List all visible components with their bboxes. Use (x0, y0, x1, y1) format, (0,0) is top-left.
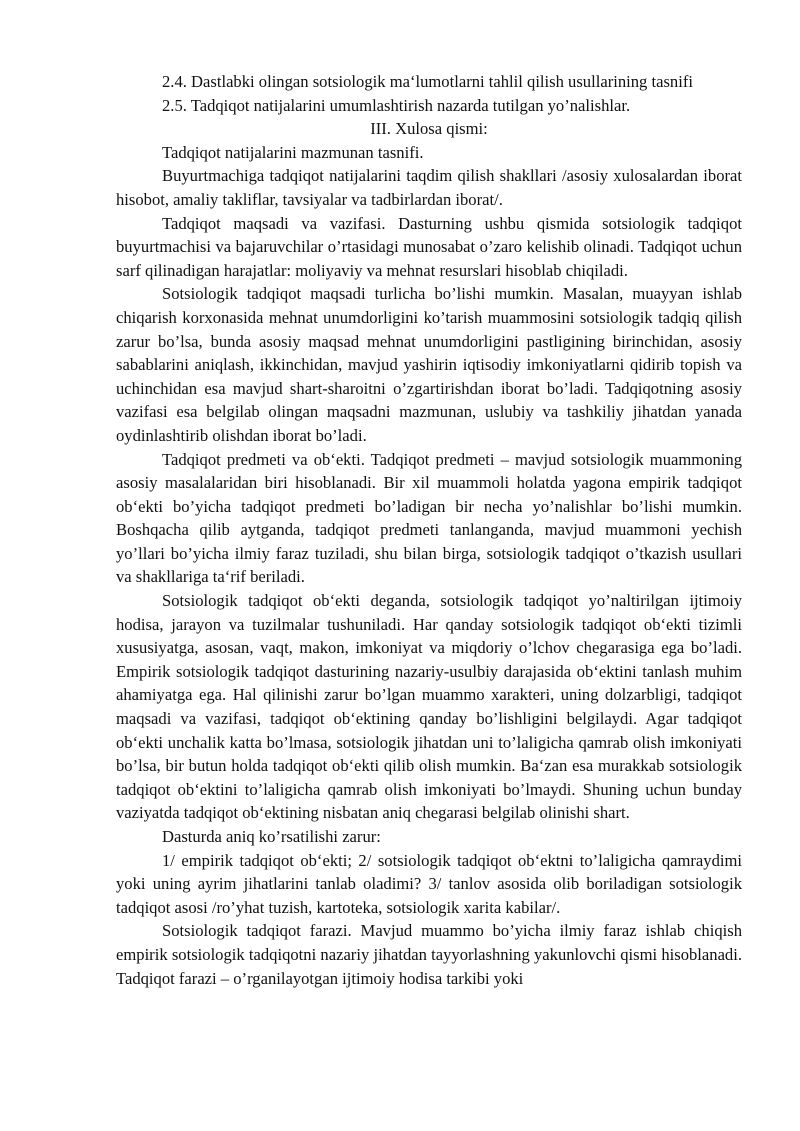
section-heading: III. Xulosa qismi: (370, 119, 488, 139)
paragraph: Sotsiologik tadqiqot ob‘ekti deganda, sotsiologik tadqiqot yo’naltirilgan ijtimoiy hodisa, jarayon va tuzilmalar tushuniladi. Har qanday sotsiologik tadqiqot ob‘ekti tizimli xususiyatga, asosan, vaqt, makon, imkoniyat va miqdoriy o’lchov chegarasiga ega bo’ladi. Empirik sotsiologik tadqiqot dasturining nazariy-usulbiy darajasida ob‘ektini tanlash muhim ahamiyatga ega. Hal qilinishi zarur bo’lgan muammo xarakteri, uning dolzarbligi, tadqiqot maqsadi va vazifasi, tadqiqot ob‘ektining qanday bo’lishligini belgilaydi. Agar tadqiqot ob‘ekti unchalik katta bo’lmasa, sotsiologik jihatdan uni to’laligicha qamrab olish imkoniyati bo’lsa, bir butun holda tadqiqot ob‘ekti qilib olish mumkin. Ba‘zan esa murakkab sotsiologik tadqiqot ob‘ektini to’laligicha qamrab olish imkoniyati bo’lmaydi. Shuning uchun bunday vaziyatda tadqiqot ob‘ektining nisbatan aniq chegarasi belgilab olinishi shart. (116, 591, 742, 823)
paragraph: 1/ empirik tadqiqot ob‘ekti; 2/ sotsiologik tadqiqot ob‘ektni to’laligicha qamraydimi yoki uning ayrim jihatlarini tanlab oladimi? 3/ tanlov asosida olib boriladigan sotsiologik tadqiqot asosi /ro’yhat tuzish, kartoteka, sotsiologik xarita kabilar/. (116, 850, 742, 917)
document-page (116, 70, 742, 990)
paragraph-2-4: 2.4. Dastlabki olingan sotsiologik ma‘lumotlarni tahlil qilish usullarining tasnifi (162, 72, 693, 91)
paragraph: Dasturda aniq ko’rsatilishi zarur: (162, 827, 381, 846)
paragraph-2-5: 2.5. Tadqiqot natijalarini umumlashtirish nazarda tutilgan yo’nalishlar. (162, 95, 631, 115)
paragraph: Tadqiqot predmeti va ob‘ekti. Tadqiqot predmeti – mavjud sotsiologik muammoning asosiy masalalaridan biri hisoblanadi. Bir xil muammoli holatda yagona empirik tadqiqot ob‘ekti bo’yicha tadqiqot predmeti bo’ladigan bir necha yo’nalishlar bo’lishi mumkin. Boshqacha qilib aytganda, tadqiqot predmeti tanlanganda, mavjud muammoni yechish yo’llari bo’yicha ilmiy faraz tuziladi, shu bilan birga, sotsiologik tadqiqot o’tkazish usullari va shakllariga ta‘rif beriladi. (116, 449, 742, 587)
paragraph: Sotsiologik tadqiqot farazi. Mavjud muammo bo’yicha ilmiy faraz ishlab chiqish empirik sotsiologik tadqiqotni nazariy jihatdan tayyorlashning yakunlovchi qismi hisoblanadi. Tadqiqot farazi – o’rganilayotgan ijtimoiy hodisa tarkibi yoki (116, 921, 742, 988)
paragraph: Sotsiologik tadqiqot maqsadi turlicha bo’lishi mumkin. Masalan, muayyan ishlab chiqarish korxonasida mehnat unumdorligini ko’tarish muammosini sotsiologik tadqiq qilish zarur bo’lsa, bunda asosiy maqsad mehnat unumdorligini pastligining birinchidan, asosiy sabablarini aniqlash, ikkinchidan, mavjud yashirin iqtisodiy imkoniyatlarni qidirib topish va uchinchidan esa mavjud shart-sharoitni o’zgartirishdan iborat bo’ladi. Tadqiqotning asosiy vazifasi esa belgilab olingan maqsadni mazmunan, uslubiy va tashkiliy jihatdan yanada oydinlashtirib olishdan iborat bo’ladi. (116, 284, 742, 445)
paragraph: Buyurtmachiga tadqiqot natijalarini taqdim qilish shakllari /asosiy xulosalardan iborat hisobot, amaliy takliflar, tavsiyalar va tadbirlardan iborat/. (116, 166, 742, 209)
paragraph: Tadqiqot maqsadi va vazifasi. Dasturning ushbu qismida sotsiologik tadqiqot buyurtmachisi va bajaruvchilar o’rtasidagi munosabat o’zaro kelishib olinadi. Tadqiqot uchun sarf qilinadigan harajatlar: moliyaviy va mehnat resurslari hisoblab chiqiladi. (116, 213, 742, 280)
paragraph: Tadqiqot natijalarini mazmunan tasnifi. (162, 142, 424, 162)
